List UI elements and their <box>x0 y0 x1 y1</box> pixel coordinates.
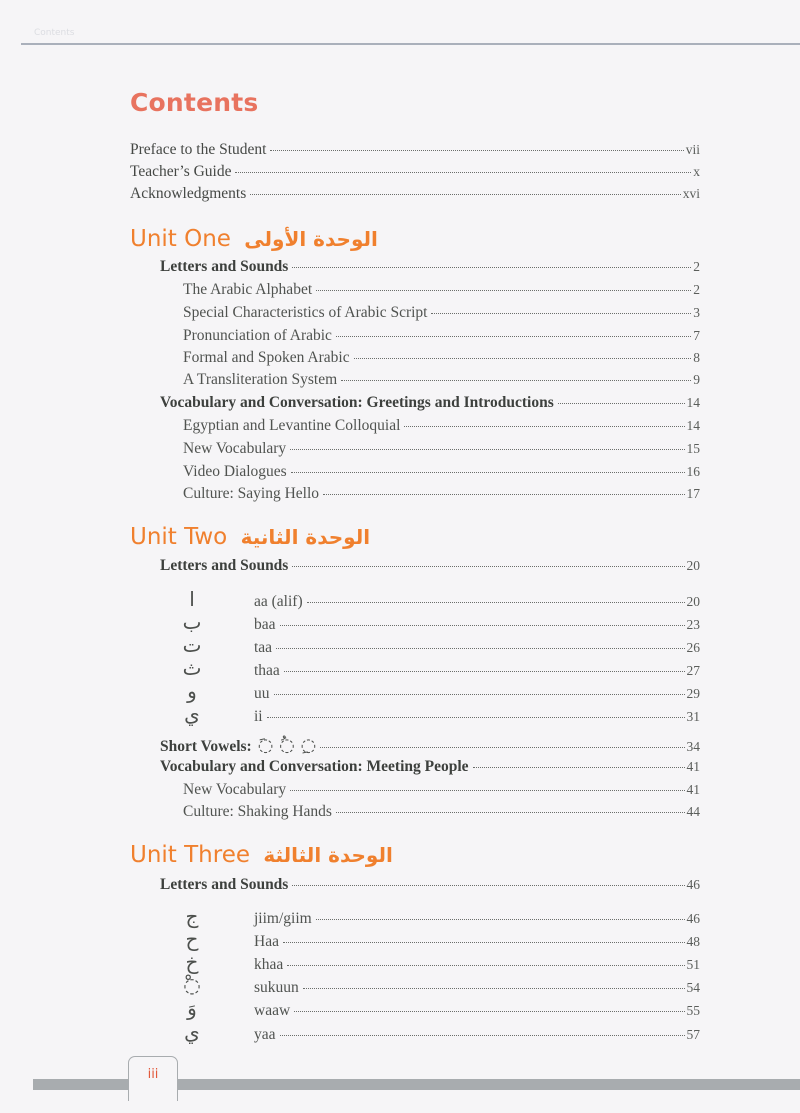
unit-two-heading <box>130 524 370 550</box>
unit-title: Unit One <box>130 226 231 252</box>
toc-page: 8 <box>693 350 700 365</box>
toc-entry-letter[interactable] <box>160 950 700 972</box>
toc-entry-teachers-guide[interactable] <box>130 163 700 185</box>
toc-entry[interactable] <box>160 758 700 780</box>
toc-entry[interactable] <box>183 803 700 825</box>
toc-entry[interactable] <box>183 463 700 485</box>
arabic-letter-icon: ب <box>182 610 202 634</box>
toc-label: Teacher’s Guide <box>130 163 232 180</box>
toc-label: Letters and Sounds <box>160 557 289 574</box>
toc-page: 44 <box>686 804 700 819</box>
toc-label: jiim/giim <box>254 910 312 927</box>
arabic-letter-icon: خ <box>185 950 199 974</box>
page-number-tab <box>128 1056 178 1101</box>
toc-page: 41 <box>686 782 700 797</box>
toc-page: 55 <box>686 1003 700 1018</box>
dot-leader <box>274 694 685 695</box>
toc-label: Egyptian and Levantine Colloquial <box>183 417 401 434</box>
arabic-letter-icon: ح <box>185 927 199 951</box>
dot-leader <box>290 449 684 450</box>
toc-page: 17 <box>686 486 700 501</box>
toc-page: 57 <box>686 1027 700 1042</box>
toc-label: khaa <box>254 956 284 973</box>
page-title: Contents <box>130 88 259 117</box>
dot-leader <box>316 290 691 291</box>
toc-entry[interactable] <box>183 781 700 803</box>
dot-leader <box>280 625 685 626</box>
toc-page: 41 <box>686 759 700 774</box>
toc-page: 20 <box>686 594 700 609</box>
dot-leader <box>354 358 692 359</box>
toc-entry-letter[interactable] <box>160 702 700 724</box>
dot-leader <box>290 790 684 791</box>
dot-leader <box>292 885 684 886</box>
dot-leader <box>336 336 691 337</box>
dot-leader <box>267 717 685 718</box>
dot-leader <box>320 747 684 748</box>
arabic-letter-icon: و <box>187 679 197 703</box>
unit-title-arabic: الوحدة الثالثة <box>263 843 393 867</box>
toc-entry[interactable] <box>160 557 700 579</box>
toc-entry-letter[interactable] <box>160 973 700 995</box>
arabic-letter-icon: ت <box>182 633 202 657</box>
page-number: iii <box>147 1067 159 1082</box>
arabic-letter-icon: وَ <box>187 996 197 1020</box>
toc-label: Preface to the Student <box>130 141 267 158</box>
toc-label: baa <box>254 616 276 633</box>
toc-page: 2 <box>693 282 700 297</box>
toc-page: 15 <box>686 441 700 456</box>
toc-label: New Vocabulary <box>183 440 287 457</box>
toc-page: 2 <box>693 259 700 274</box>
dot-leader <box>292 566 684 567</box>
dot-leader <box>287 965 684 966</box>
toc-entry[interactable] <box>183 327 700 349</box>
toc-label: Short Vowels: <box>160 738 252 755</box>
dot-leader <box>283 942 685 943</box>
toc-page: 48 <box>686 934 700 949</box>
toc-page: 23 <box>686 617 700 632</box>
toc-label: Special Characteristics of Arabic Script <box>183 304 428 321</box>
toc-label: taa <box>254 639 273 656</box>
arabic-letter-icon: ا <box>189 587 195 611</box>
dot-leader <box>341 380 691 381</box>
unit-one-heading <box>130 226 378 252</box>
unit-title: Unit Two <box>130 524 228 550</box>
toc-entry-letter[interactable] <box>160 996 700 1018</box>
toc-label: Culture: Shaking Hands <box>183 803 332 820</box>
dot-leader <box>270 150 683 151</box>
dot-leader <box>294 1011 684 1012</box>
toc-label: Vocabulary and Conversation: Greetings and Introductions <box>160 394 554 411</box>
arabic-letter-icon: ي <box>184 702 200 726</box>
toc-page: 7 <box>693 328 700 343</box>
dot-leader <box>291 472 685 473</box>
toc-label: A Transliteration System <box>183 371 338 388</box>
toc-label: thaa <box>254 662 280 679</box>
dot-leader <box>303 988 685 989</box>
toc-label: uu <box>254 685 270 702</box>
toc-page: 29 <box>686 686 700 701</box>
toc-entry[interactable] <box>183 417 700 439</box>
toc-label: Video Dialogues <box>183 463 287 480</box>
arabic-letter-icon: ج <box>185 904 199 928</box>
toc-label: The Arabic Alphabet <box>183 281 313 298</box>
toc-entry-letter[interactable] <box>160 904 700 926</box>
toc-entry[interactable] <box>183 349 700 371</box>
toc-page: 16 <box>686 464 700 479</box>
dot-leader <box>284 671 685 672</box>
dot-leader <box>280 1035 685 1036</box>
dot-leader <box>336 812 685 813</box>
toc-label: yaa <box>254 1026 276 1043</box>
toc-entry[interactable] <box>183 440 700 462</box>
dot-leader <box>431 313 691 314</box>
toc-entry[interactable] <box>183 371 700 393</box>
toc-entry-letter[interactable] <box>160 656 700 678</box>
toc-page: 3 <box>693 305 700 320</box>
top-rule <box>21 43 800 45</box>
toc-label: ii <box>254 708 263 725</box>
toc-page: 51 <box>686 957 700 972</box>
toc-entry-letter[interactable] <box>160 679 700 701</box>
toc-page: 27 <box>686 663 700 678</box>
toc-label: Pronunciation of Arabic <box>183 327 332 344</box>
dot-leader <box>323 494 684 495</box>
toc-entry-letter[interactable] <box>160 633 700 655</box>
dot-leader <box>276 648 684 649</box>
toc-entry[interactable] <box>160 394 700 416</box>
toc-label: New Vocabulary <box>183 781 287 798</box>
toc-page: x <box>693 164 700 179</box>
toc-page: xvi <box>682 186 700 201</box>
dot-leader <box>307 602 685 603</box>
dot-leader <box>250 194 681 195</box>
toc-label: Culture: Saying Hello <box>183 485 320 502</box>
toc-page: vii <box>685 142 700 157</box>
toc-label: Haa <box>254 933 279 950</box>
toc-entry-letter[interactable] <box>160 587 700 609</box>
unit-three-heading <box>130 842 393 868</box>
toc-label: Acknowledgments <box>130 185 247 202</box>
dot-leader <box>292 267 691 268</box>
toc-entry-short-vowels[interactable] <box>160 735 700 757</box>
toc-label: sukuun <box>254 979 299 996</box>
toc-page: 20 <box>686 558 700 573</box>
toc-entry[interactable] <box>183 485 700 507</box>
dot-leader <box>558 403 685 404</box>
unit-title-arabic: الوحدة الأولى <box>244 227 378 251</box>
toc-page: 26 <box>686 640 700 655</box>
toc-page: 34 <box>686 739 700 754</box>
toc-entry-letter[interactable] <box>160 1020 700 1042</box>
toc-page: 14 <box>686 418 700 433</box>
arabic-letter-icon: ◌ْ <box>183 973 201 997</box>
toc-label: aa (alif) <box>254 593 303 610</box>
dot-leader <box>235 172 691 173</box>
toc-entry[interactable] <box>183 281 700 303</box>
dot-leader <box>473 767 685 768</box>
arabic-letter-icon: ي <box>184 1020 200 1044</box>
toc-label: Formal and Spoken Arabic <box>183 349 350 366</box>
toc-entry[interactable] <box>160 876 700 898</box>
toc-label: Vocabulary and Conversation: Meeting People <box>160 758 469 775</box>
toc-page: 54 <box>686 980 700 995</box>
toc-entry-preface[interactable] <box>130 141 700 163</box>
toc-entry-letter[interactable] <box>160 610 700 632</box>
toc-entry[interactable] <box>160 258 700 280</box>
toc-page: 14 <box>686 395 700 410</box>
toc-entry-letter[interactable] <box>160 927 700 949</box>
toc-label: Letters and Sounds <box>160 258 289 275</box>
unit-title: Unit Three <box>130 842 251 868</box>
toc-label: waaw <box>254 1002 291 1019</box>
dot-leader <box>316 919 685 920</box>
arabic-letter-icon: ث <box>182 656 202 680</box>
toc-page: 31 <box>686 709 700 724</box>
unit-title-arabic: الوحدة الثانية <box>240 525 371 549</box>
short-vowel-marks-icon: ◌َ ◌ُ ◌ِ <box>257 735 317 756</box>
toc-page: 9 <box>693 372 700 387</box>
dot-leader <box>404 426 684 427</box>
toc-label: Letters and Sounds <box>160 876 289 893</box>
toc-page: 46 <box>686 911 700 926</box>
toc-entry-acknowledgments[interactable] <box>130 185 700 207</box>
toc-entry[interactable] <box>183 304 700 326</box>
toc-page: 46 <box>686 877 700 892</box>
running-head: Contents <box>34 28 75 38</box>
